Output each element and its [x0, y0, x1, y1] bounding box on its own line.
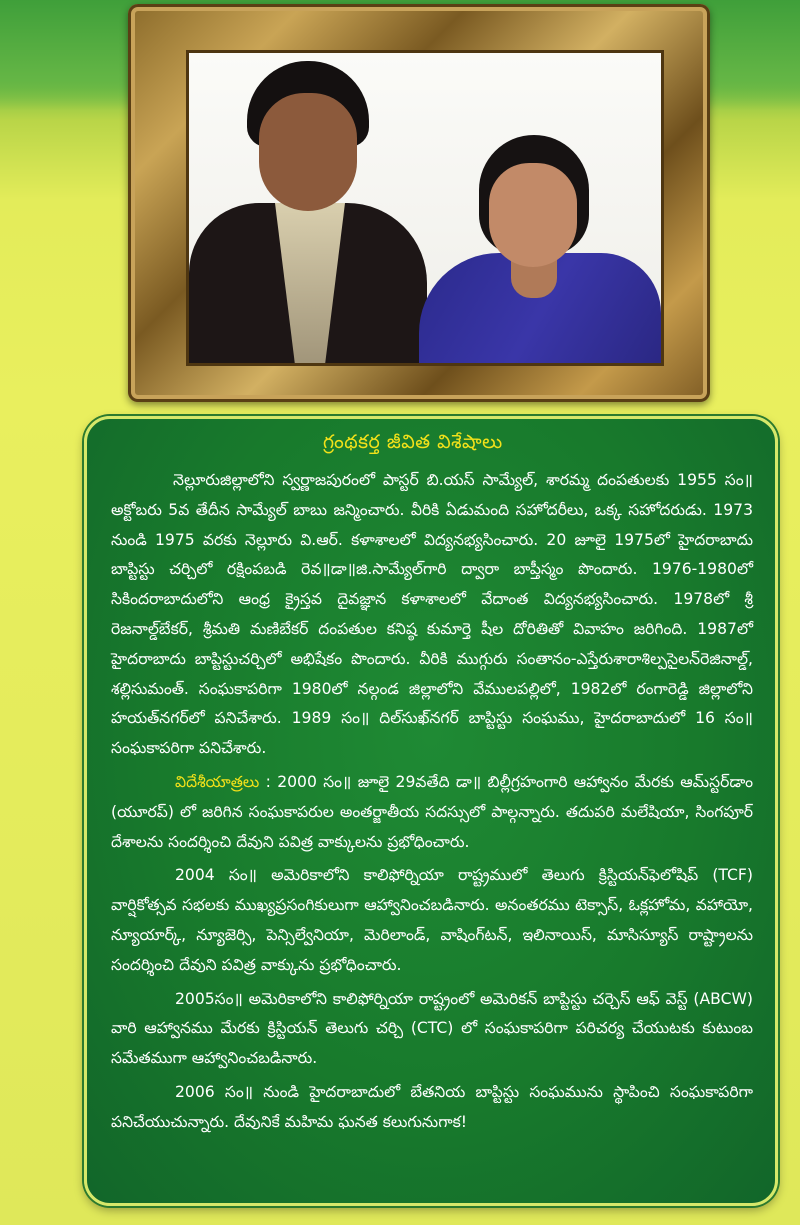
biography-paragraph-3: 2005సం॥ అమెరికాలోని కాలిఫోర్నియా రాష్ట్రంలో అమెరికన్ బాప్టిస్టు చర్చెస్ ఆఫ్ వెస్ట్ (ABCW) వారి ఆహ్వానము మేరకు క్రిస్టియన్ తెలుగు చర్చి (CTC) లో సంఘకాపరిగా పరిచర్య చేయుటకు కుటుంబ సమేతముగా ఆహ్వానించబడినారు. [111, 989, 753, 1068]
biography-paragraph-2: 2004 సం॥ అమెరికాలోని కాలిఫోర్నియా రాష్ట్రములో తెలుగు క్రిస్టియన్‌ఫెలోషిప్ (TCF) వార్షికోత్సవ సభలకు ముఖ్యప్రసంగికులుగా ఆహ్వానించబడినారు. అనంతరము టెక్సాస్, ఓక్లహోమ, వహాయో, న్యూయార్క్, న్యూజెర్సి, పెన్సిల్వేనియా, మెరిలాండ్, వాషింగ్‌టన్, ఇలినాయిస్, మాసిస్యూస్ రాష్ట్రాలను సందర్శించి దేవుని పవిత్ర వాక్కును ప్రభోధించారు. [111, 866, 753, 974]
travel-paragraph [111, 768, 753, 857]
panel-title: గ్రంథకర్త జీవిత విశేషాలు [323, 431, 503, 453]
woman-figure-face [489, 163, 577, 267]
man-figure-face [259, 93, 357, 211]
author-couple-photo [186, 50, 664, 366]
travel-text: : 2000 సం॥ జూలై 29వతేది డా॥ బిల్లీగ్రహంగారి ఆహ్వానం మేరకు ఆమ్‌స్టర్‌డాం (యూరప్) లో జరిగిన సంఘకాపరుల అంతర్జాతీయ సదస్సులో పాల్గన్నారు. తదుపరి మలేషియా, సింగపూర్ దేశాలను సందర్శించి దేవుని పవిత్ర వాక్కులను ప్రభోధించారు. [111, 772, 753, 851]
ornate-picture-frame [128, 4, 710, 402]
travel-heading: విదేశీయాత్రలు [175, 772, 260, 791]
biography-paragraph-1: నెల్లూరుజిల్లాలోని స్వర్ణాజపురంలో పాస్టర్ బి.యస్ సామ్యేల్, శారమ్మ దంపతులకు 1955 సం॥ అక్టోబరు 5వ తేదీన సామ్యేల్ బాబు జన్మించారు. వీరికి ఏడుమంది సహోదరీలు, ఒక్క సహోదరుడు. 1973 నుండి 1975 వరకు నెల్లూరు వి.ఆర్. కళాశాలలో విద్యనభ్యసించారు. 20 జూలై 1975లో హైదరాబాదు బాప్టిస్టు చర్చిలో రక్షింపబడి రెవ॥డా॥జి.సామ్యేల్‌గారి ద్వారా బాప్తీస్మం పొందారు. 1976-1980లో సికిందరాబాదులోని ఆంధ్ర క్రైస్తవ దైవజ్ఞాన కళాశాలలో వేదాంత విద్యనభ్యసించారు. 1978లో శ్రీ రెజనాల్డ్‌బేకర్, శ్రీమతి మణిబేకర్ దంపతుల కనిష్ఠ కుమార్తె షీల దోరితితో వివాహం జరిగింది. 1987లో హైదరాబాదు బాప్టిస్టుచర్చిలో అభిషేకం పొందారు. వీరికి ముగ్గురు సంతానం-ఎస్తేరుశారాశిల్పసైలన్‌రెజినాల్డ్, శల్లిసుమంత్. సంఘకాపరిగా 1980లో నల్గండ జిల్లాలోని వేములపల్లిలో, 1982లో రంగారెడ్డి జిల్లాలోని హయత్‌నగర్‌లో పనిచేశారు. 1989 సం॥ దిల్‌సుఖ్‌నగర్ బాప్టిస్టు సంఘము, హైదరాబాదులో 16 సం॥ సంఘకాపరిగా పనిచేశారు. [111, 471, 753, 758]
biography-panel [84, 416, 778, 1206]
biography-paragraph-4: 2006 సం॥ నుండి హైదరాబాదులో బేతనియ బాప్టిస్టు సంఘమును స్థాపించి సంఘకాపరిగా పనిచేయుచున్నారు. దేవునికే మహిమ ఘనత కలుగునుగాక! [111, 1082, 753, 1131]
